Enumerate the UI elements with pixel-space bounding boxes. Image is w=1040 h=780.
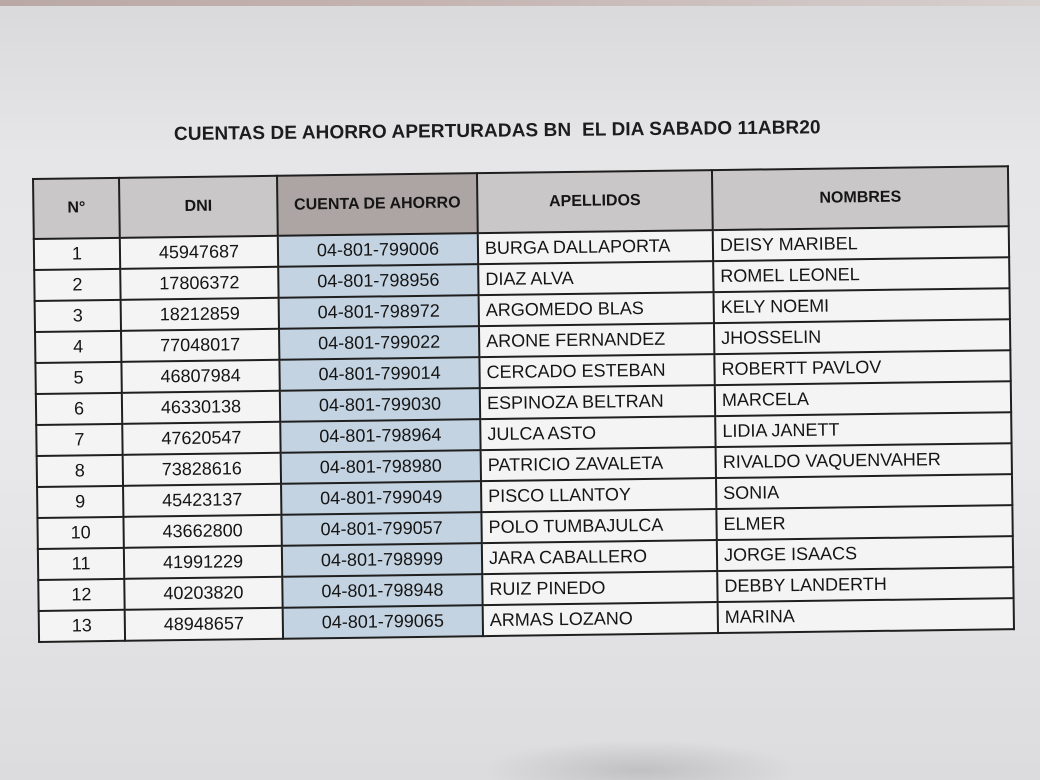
cell-nombres: RIVALDO VAQUENVAHER [716, 443, 1012, 478]
cell-num: 2 [34, 269, 120, 301]
cell-apellidos: BURGA DALLAPORTA [478, 230, 713, 264]
cell-dni: 73828616 [123, 453, 281, 486]
cell-dni: 46807984 [121, 360, 279, 393]
header-cuenta: CUENTA DE AHORRO [277, 173, 478, 236]
header-apellidos: APELLIDOS [477, 170, 713, 233]
cell-num: 1 [34, 238, 120, 270]
cell-apellidos: RUIZ PINEDO [482, 571, 717, 605]
cell-dni: 46330138 [122, 391, 280, 424]
photo-shadow [480, 740, 800, 780]
cell-num: 11 [38, 548, 124, 580]
cell-apellidos: ARONE FERNANDEZ [479, 323, 714, 357]
cell-cuenta: 04-801-799022 [279, 326, 479, 360]
cell-num: 4 [35, 331, 121, 363]
cell-dni: 17806372 [120, 267, 278, 300]
cell-num: 5 [35, 362, 121, 394]
cell-cuenta: 04-801-799049 [281, 481, 481, 515]
accounts-table [32, 165, 1015, 643]
cell-nombres: JORGE ISAACS [717, 536, 1013, 571]
cell-dni: 40203820 [124, 577, 282, 610]
cell-cuenta: 04-801-799065 [283, 605, 483, 639]
cell-nombres: MARCELA [715, 381, 1011, 416]
cell-num: 7 [36, 424, 122, 456]
cell-dni: 41991229 [124, 546, 282, 579]
cell-cuenta: 04-801-798948 [282, 574, 482, 608]
cell-nombres: LIDIA JANETT [715, 412, 1011, 447]
header-dni: DNI [119, 176, 278, 238]
cell-nombres: ROBERTT PAVLOV [714, 350, 1010, 385]
top-edge-strip [0, 0, 1040, 6]
cell-apellidos: DIAZ ALVA [478, 261, 713, 295]
cell-nombres: JHOSSELIN [714, 319, 1010, 354]
cell-dni: 47620547 [122, 422, 280, 455]
cell-nombres: SONIA [716, 474, 1012, 509]
cell-cuenta: 04-801-799014 [279, 357, 479, 391]
cell-cuenta: 04-801-798956 [278, 264, 478, 298]
cell-num: 9 [37, 486, 123, 518]
cell-cuenta: 04-801-799030 [280, 388, 480, 422]
cell-apellidos: POLO TUMBAJULCA [481, 509, 716, 543]
cell-num: 12 [38, 579, 124, 611]
cell-apellidos: ARGOMEDO BLAS [479, 292, 714, 326]
cell-apellidos: JARA CABALLERO [482, 540, 717, 574]
header-nombres: NOMBRES [712, 166, 1009, 230]
cell-apellidos: PISCO LLANTOY [481, 478, 716, 512]
cell-dni: 45947687 [120, 236, 278, 269]
cell-cuenta: 04-801-798964 [280, 419, 480, 453]
cell-num: 3 [35, 300, 121, 332]
cell-dni: 18212859 [121, 298, 279, 331]
cell-num: 13 [39, 610, 125, 642]
cell-nombres: DEBBY LANDERTH [717, 567, 1013, 602]
cell-dni: 48948657 [125, 608, 283, 641]
cell-nombres: KELY NOEMI [714, 288, 1010, 323]
document-title: CUENTAS DE AHORRO APERTURADAS BN EL DIA SABADO 11ABR20 [173, 117, 821, 145]
cell-dni: 77048017 [121, 329, 279, 362]
cell-nombres: DEISY MARIBEL [713, 226, 1009, 261]
cell-cuenta: 04-801-799006 [278, 233, 478, 267]
cell-num: 6 [36, 393, 122, 425]
table-body [34, 226, 1014, 642]
cell-num: 10 [37, 517, 123, 549]
cell-apellidos: JULCA ASTO [480, 416, 715, 450]
cell-dni: 43662800 [123, 515, 281, 548]
cell-cuenta: 04-801-798980 [281, 450, 481, 484]
cell-apellidos: ARMAS LOZANO [483, 602, 718, 636]
cell-nombres: MARINA [718, 598, 1014, 633]
header-num: N° [33, 178, 120, 239]
cell-dni: 45423137 [123, 484, 281, 517]
cell-cuenta: 04-801-798999 [282, 543, 482, 577]
cell-apellidos: PATRICIO ZAVALETA [481, 447, 716, 481]
cell-apellidos: ESPINOZA BELTRAN [480, 385, 715, 419]
cell-cuenta: 04-801-798972 [279, 295, 479, 329]
cell-nombres: ELMER [716, 505, 1012, 540]
cell-num: 8 [37, 455, 123, 487]
cell-cuenta: 04-801-799057 [281, 512, 481, 546]
accounts-table-container [32, 165, 1013, 643]
cell-apellidos: CERCADO ESTEBAN [479, 354, 714, 388]
cell-nombres: ROMEL LEONEL [713, 257, 1009, 292]
